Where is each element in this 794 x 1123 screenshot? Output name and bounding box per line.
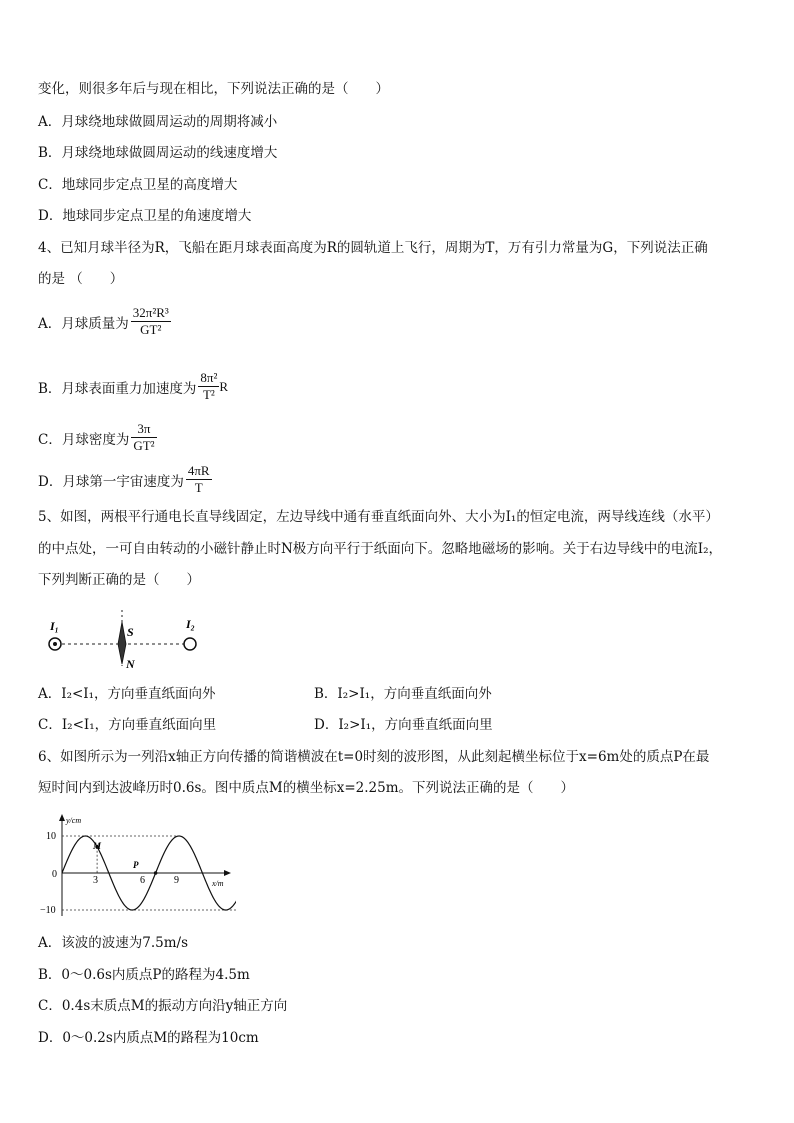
q4-stem-line1: 4、已知月球半径为R，飞船在距月球表面高度为R的圆轨道上飞行，周期为T，万有引力常量为G，下列说法正确	[38, 240, 708, 256]
fraction-tail: R	[219, 378, 229, 394]
q5-option-a	[38, 685, 216, 703]
compass-needle	[118, 622, 126, 664]
option-text: I₂<I₁，方向垂直纸面向外	[61, 686, 216, 702]
option-letter: C．	[38, 717, 62, 733]
x-axis-arrow	[224, 870, 231, 876]
option-text: 地球同步定点卫星的高度增大	[61, 177, 238, 193]
option-letter: C．	[38, 998, 62, 1014]
option-letter: A．	[38, 114, 62, 130]
q3-stem-tail: 变化，则很多年后与现在相比，下列说法正确的是（ ）	[38, 81, 389, 97]
y-axis-arrow	[59, 814, 65, 821]
option-text: 月球第一宇宙速度为	[62, 473, 184, 490]
y-tick-neg10: −10	[40, 905, 56, 916]
y-tick-10: 10	[46, 831, 56, 842]
fraction-numerator: 8π²	[200, 370, 218, 385]
option-text: 月球绕地球做圆周运动的周期将减小	[61, 114, 278, 130]
q5-option-b	[314, 685, 492, 703]
q3-option-b	[38, 144, 277, 162]
fraction-denominator: T²	[202, 387, 215, 402]
option-text: 地球同步定点卫星的角速度增大	[62, 208, 252, 224]
x-axis-label: x/m	[212, 879, 224, 888]
q5-option-c	[38, 716, 216, 734]
option-text: 月球密度为	[61, 431, 130, 448]
fraction	[131, 305, 171, 338]
q6-stem-line2: 短时间内到达波峰历时0.6s。图中质点M的横坐标x=2.25m。下列说法正确的是（ ）	[38, 780, 575, 796]
q5-stem-line2: 的中点处，一可自由转动的小磁针静止时N极方向平行于纸面向下。忽略地磁场的影响。关于右边导线中的电流I₂，	[38, 541, 723, 557]
q4-option-c	[38, 421, 157, 454]
point-p	[154, 871, 158, 875]
q3-option-d	[38, 207, 251, 225]
q5-figure	[40, 608, 210, 670]
option-letter: B．	[38, 145, 62, 161]
option-text: 0～0.6s内质点P的路程为4.5m	[61, 967, 250, 983]
option-letter: D．	[38, 473, 63, 490]
fraction-numerator: 32π²R³	[132, 305, 169, 320]
option-text: I₂>I₁，方向垂直纸面向里	[338, 717, 493, 733]
q3-option-c	[38, 176, 237, 194]
q6-wave-chart	[36, 810, 236, 920]
q5-stem-line3: 下列判断正确的是（ ）	[38, 572, 200, 588]
option-letter: B．	[38, 967, 62, 983]
point-m-label: M	[93, 841, 102, 851]
option-letter: A．	[38, 686, 62, 702]
option-letter: C．	[38, 177, 62, 193]
option-letter: B．	[314, 686, 338, 702]
q3-option-a	[38, 113, 277, 131]
option-letter: A．	[38, 315, 62, 332]
option-text: 0.4s末质点M的振动方向沿y轴正方向	[61, 998, 288, 1014]
wire-2-circle	[184, 638, 196, 650]
option-letter: D．	[38, 1030, 63, 1046]
fraction	[186, 463, 212, 496]
label-s: S	[127, 625, 134, 639]
q4-option-d	[38, 463, 212, 496]
fraction-denominator: GT²	[133, 438, 155, 453]
option-text: 月球质量为	[61, 315, 129, 332]
fraction-denominator: T	[194, 480, 203, 495]
q6-stem-line1: 6、如图所示为一列沿x轴正方向传播的简谐横波在t=0时刻的波形图，从此刻起横坐标位于x=6m处的质点P在最	[38, 749, 710, 765]
option-text: 该波的波速为7.5m/s	[61, 935, 188, 951]
option-letter: A．	[38, 935, 62, 951]
q6-option-d	[38, 1029, 259, 1047]
x-tick-6: 6	[140, 875, 145, 886]
point-p-label: P	[133, 860, 139, 870]
q5-option-d	[314, 716, 493, 734]
wire-1-dot	[53, 642, 57, 646]
x-tick-3: 3	[93, 875, 98, 886]
label-i1: I₁	[50, 619, 59, 633]
q6-option-c	[38, 997, 287, 1015]
option-letter: D．	[38, 208, 63, 224]
label-i2: I₂	[186, 617, 195, 631]
fraction-numerator: 3π	[131, 421, 156, 438]
label-n: N	[126, 657, 135, 670]
q5-stem-line1: 5、如图，两根平行通电长直导线固定，左边导线中通有垂直纸面向外、大小为I₁的恒定电流，两导线连线（水平）	[38, 509, 719, 525]
fraction-numerator: 4πR	[187, 463, 210, 478]
q6-option-a	[38, 934, 188, 952]
option-letter: D．	[314, 717, 339, 733]
y-axis-label: y/cm	[66, 816, 82, 825]
option-text: 月球绕地球做圆周运动的线速度增大	[61, 145, 278, 161]
option-text: 0～0.2s内质点M的路程为10cm	[62, 1030, 259, 1046]
option-letter: B．	[38, 380, 62, 397]
option-text: 月球表面重力加速度为	[61, 380, 197, 397]
y-tick-0: 0	[52, 869, 57, 880]
option-text: I₂<I₁，方向垂直纸面向里	[61, 717, 217, 733]
option-text: I₂>I₁，方向垂直纸面向外	[337, 686, 492, 702]
x-tick-9: 9	[174, 875, 179, 886]
fraction	[198, 370, 219, 403]
fraction	[131, 421, 156, 454]
q4-option-a	[38, 305, 171, 338]
fraction-denominator: GT²	[140, 322, 162, 337]
q4-option-b	[38, 370, 228, 403]
q4-stem-line2: 的是 （ ）	[38, 271, 124, 287]
option-letter: C．	[38, 431, 62, 448]
q6-option-b	[38, 966, 250, 984]
